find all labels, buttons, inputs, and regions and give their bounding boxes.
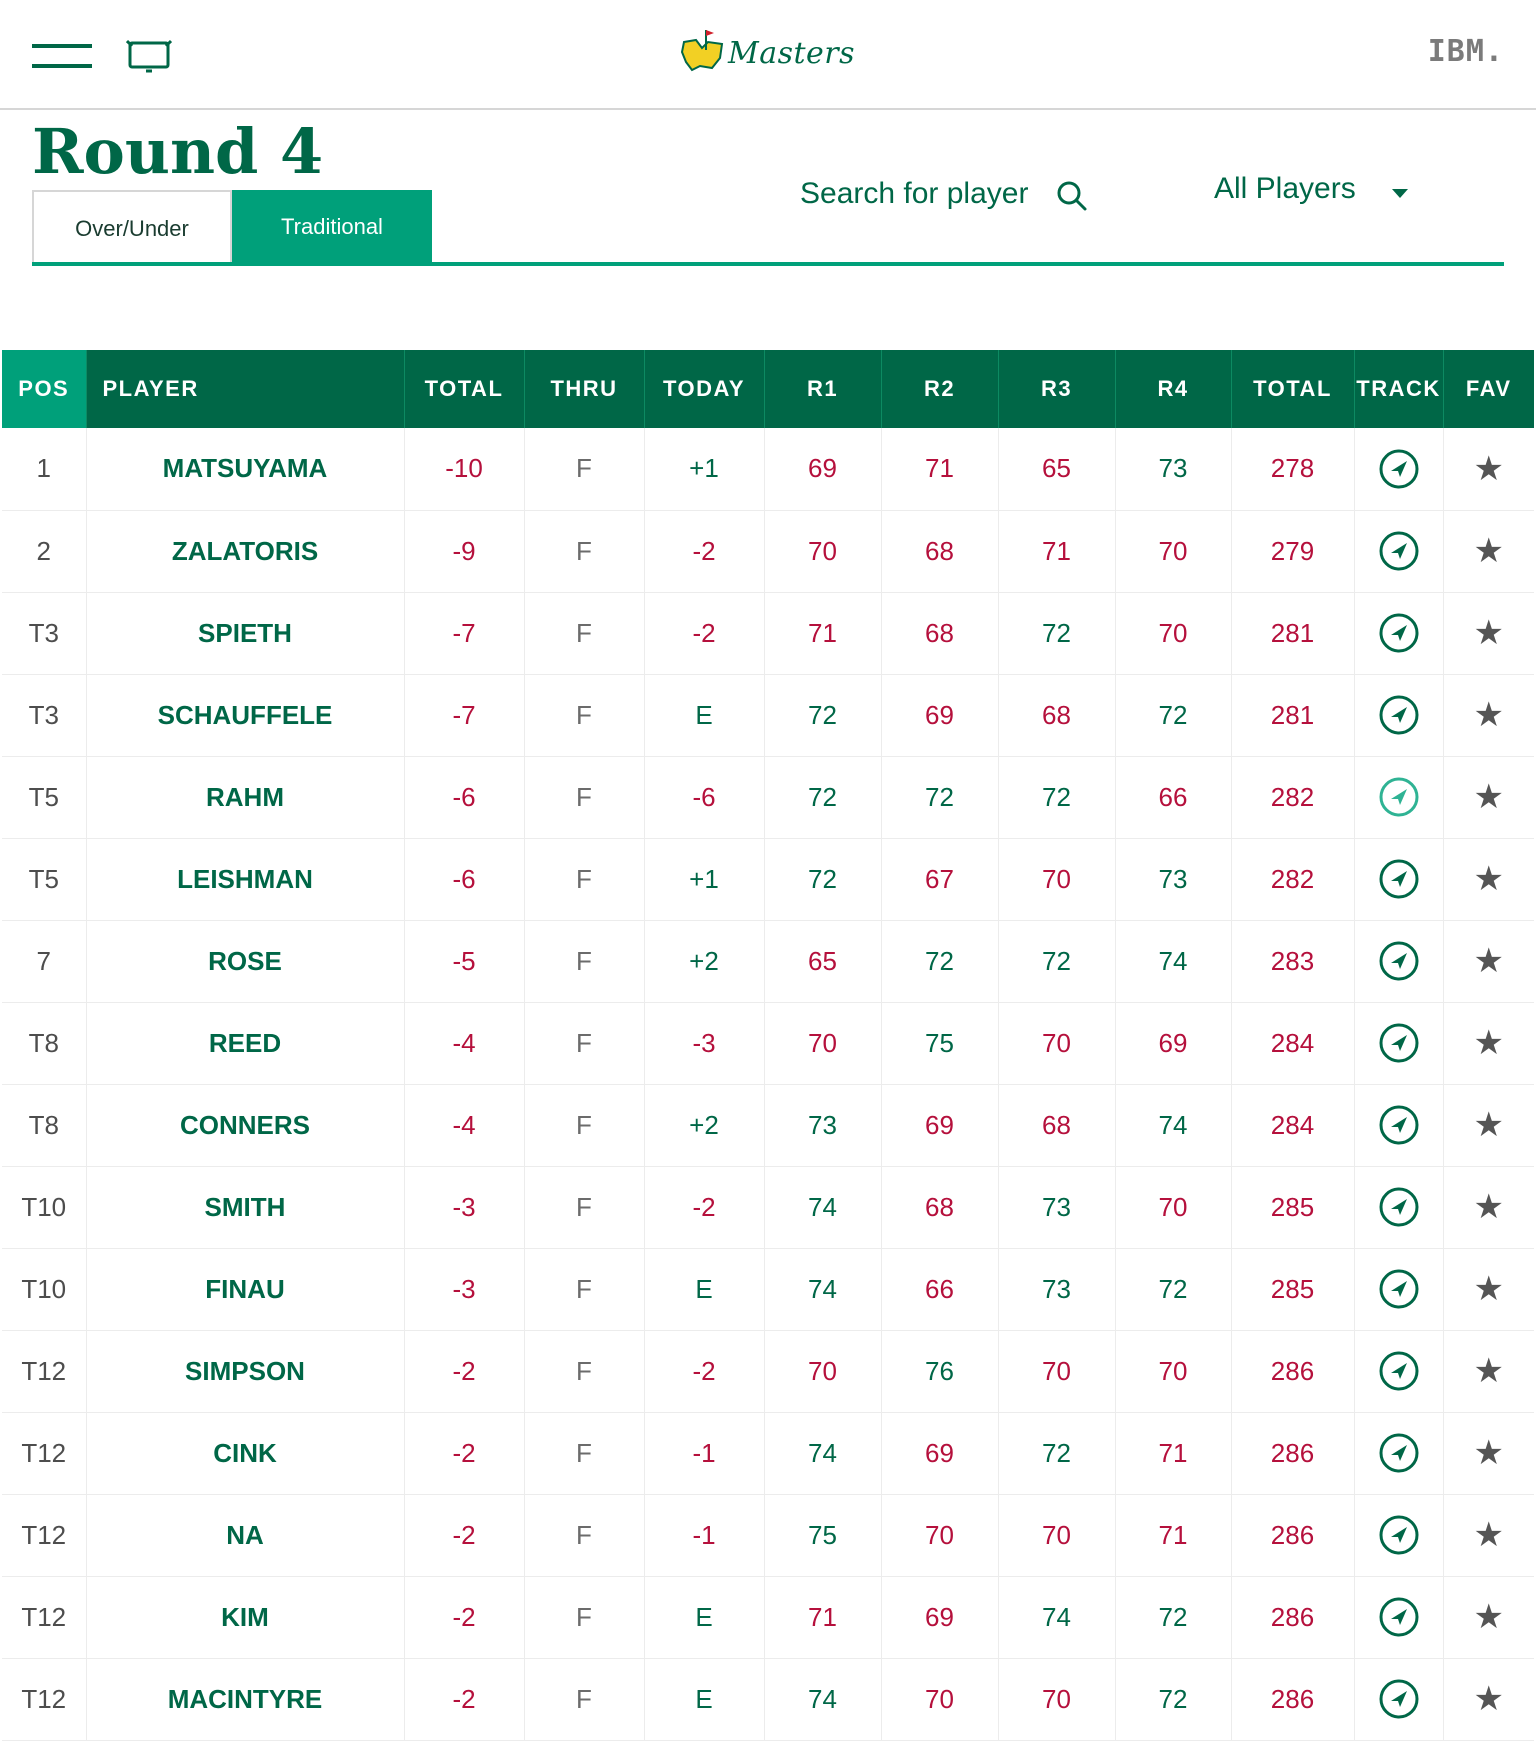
leaderboard-row[interactable] (2, 838, 1534, 920)
track-player-icon[interactable] (1378, 1022, 1420, 1064)
player-name[interactable]: RAHM (86, 756, 404, 838)
search-icon[interactable] (1056, 180, 1088, 212)
total-strokes-cell: 282 (1231, 756, 1354, 838)
total-to-par-cell: -6 (404, 756, 524, 838)
round-1-score: 71 (764, 592, 881, 674)
track-player-icon[interactable] (1378, 1596, 1420, 1638)
total-strokes-cell: 286 (1231, 1576, 1354, 1658)
total-to-par-cell: -2 (404, 1412, 524, 1494)
track-player-icon[interactable] (1378, 612, 1420, 654)
track-cell (1354, 674, 1443, 756)
player-name[interactable]: SPIETH (86, 592, 404, 674)
round-2-score: 71 (881, 428, 998, 510)
position-cell: 7 (2, 920, 86, 1002)
track-cell (1354, 1002, 1443, 1084)
position-cell: T12 (2, 1412, 86, 1494)
favorite-star-icon[interactable]: ★ (1473, 449, 1504, 488)
total-to-par-cell: -6 (404, 838, 524, 920)
total-to-par-cell: -2 (404, 1330, 524, 1412)
round-1-score: 75 (764, 1494, 881, 1576)
thru-cell: F (524, 756, 644, 838)
favorite-cell (1443, 1412, 1534, 1494)
today-score-cell: +1 (644, 428, 764, 510)
round-4-score: 72 (1115, 1658, 1231, 1740)
tab-underline-divider (32, 262, 1504, 266)
total-to-par-cell: -2 (404, 1576, 524, 1658)
player-search (800, 172, 1090, 222)
track-player-icon[interactable] (1378, 1104, 1420, 1146)
track-cell (1354, 1412, 1443, 1494)
round-1-score: 74 (764, 1658, 881, 1740)
track-cell (1354, 1330, 1443, 1412)
thru-cell: F (524, 1576, 644, 1658)
player-name[interactable]: CONNERS (86, 1084, 404, 1166)
today-score-cell: E (644, 1658, 764, 1740)
leaderboard-header-row (2, 350, 1534, 428)
round-3-score: 68 (998, 674, 1115, 756)
favorite-cell (1443, 1084, 1534, 1166)
favorite-star-icon[interactable]: ★ (1473, 614, 1504, 653)
today-score-cell: +2 (644, 1084, 764, 1166)
round-2-score: 68 (881, 1166, 998, 1248)
round-4-score: 70 (1115, 1330, 1231, 1412)
round-3-score: 70 (998, 1330, 1115, 1412)
favorite-star-icon[interactable]: ★ (1473, 1270, 1504, 1309)
track-cell (1354, 428, 1443, 510)
player-name[interactable]: NA (86, 1494, 404, 1576)
tab-over-under[interactable]: Over/Under (32, 190, 232, 264)
round-4-score: 70 (1115, 1166, 1231, 1248)
favorite-star-icon[interactable]: ★ (1473, 696, 1504, 735)
track-player-icon[interactable] (1378, 530, 1420, 572)
player-name[interactable]: REED (86, 1002, 404, 1084)
total-strokes-cell: 285 (1231, 1166, 1354, 1248)
round-3-score: 71 (998, 510, 1115, 592)
track-player-icon[interactable] (1378, 858, 1420, 900)
thru-cell: F (524, 838, 644, 920)
leaderboard-row[interactable] (2, 1248, 1534, 1330)
favorite-star-icon[interactable]: ★ (1473, 1598, 1504, 1637)
round-4-score: 70 (1115, 510, 1231, 592)
round-2-score: 68 (881, 510, 998, 592)
round-3-score: 74 (998, 1576, 1115, 1658)
total-to-par-cell: -4 (404, 1084, 524, 1166)
total-to-par-cell: -2 (404, 1658, 524, 1740)
favorite-cell (1443, 756, 1534, 838)
track-cell (1354, 920, 1443, 1002)
player-name[interactable]: FINAU (86, 1248, 404, 1330)
round-1-score: 71 (764, 1576, 881, 1658)
round-3-score: 70 (998, 1002, 1115, 1084)
round-2-score: 75 (881, 1002, 998, 1084)
round-4-score: 74 (1115, 920, 1231, 1002)
favorite-cell (1443, 1576, 1534, 1658)
track-cell (1354, 838, 1443, 920)
round-3-score: 72 (998, 1412, 1115, 1494)
thru-cell: F (524, 1658, 644, 1740)
favorite-cell (1443, 920, 1534, 1002)
position-cell: T12 (2, 1658, 86, 1740)
leaderboard-row[interactable] (2, 1658, 1534, 1740)
player-name[interactable]: ROSE (86, 920, 404, 1002)
favorite-star-icon[interactable]: ★ (1473, 1680, 1504, 1719)
thru-cell: F (524, 1084, 644, 1166)
column-header-total-to-par[interactable]: TOTAL (404, 350, 524, 428)
total-to-par-cell: -7 (404, 592, 524, 674)
thru-cell: F (524, 510, 644, 592)
favorite-cell (1443, 1248, 1534, 1330)
round-1-score: 70 (764, 1330, 881, 1412)
thru-cell: F (524, 1166, 644, 1248)
total-strokes-cell: 284 (1231, 1084, 1354, 1166)
round-3-score: 73 (998, 1166, 1115, 1248)
round-1-score: 72 (764, 756, 881, 838)
today-score-cell: -3 (644, 1002, 764, 1084)
track-player-icon[interactable] (1378, 1514, 1420, 1556)
column-header-pos[interactable]: POS (2, 350, 86, 428)
favorite-star-icon[interactable]: ★ (1473, 1106, 1504, 1145)
round-3-score: 70 (998, 1658, 1115, 1740)
total-strokes-cell: 286 (1231, 1658, 1354, 1740)
leaderboard-row[interactable] (2, 592, 1534, 674)
round-4-score: 72 (1115, 1248, 1231, 1330)
position-cell: T8 (2, 1002, 86, 1084)
favorite-cell (1443, 592, 1534, 674)
round-4-score: 72 (1115, 1576, 1231, 1658)
logo-wordmark: Masters (728, 36, 856, 71)
round-4-score: 70 (1115, 592, 1231, 674)
total-strokes-cell: 285 (1231, 1248, 1354, 1330)
round-2-score: 68 (881, 592, 998, 674)
position-cell: T8 (2, 1084, 86, 1166)
leaderboard-row[interactable] (2, 428, 1534, 510)
favorite-star-icon[interactable]: ★ (1473, 942, 1504, 981)
thru-cell: F (524, 1412, 644, 1494)
player-name[interactable]: LEISHMAN (86, 838, 404, 920)
favorite-cell (1443, 428, 1534, 510)
track-player-icon[interactable] (1378, 1432, 1420, 1474)
column-header-total-strokes[interactable]: TOTAL (1231, 350, 1354, 428)
round-4-score: 73 (1115, 838, 1231, 920)
round-1-score: 73 (764, 1084, 881, 1166)
today-score-cell: +1 (644, 838, 764, 920)
round-1-score: 70 (764, 1002, 881, 1084)
total-to-par-cell: -4 (404, 1002, 524, 1084)
column-header-player[interactable]: PLAYER (86, 350, 404, 428)
chevron-down-icon (1392, 189, 1408, 198)
round-4-score: 74 (1115, 1084, 1231, 1166)
round-2-score: 69 (881, 1084, 998, 1166)
round-1-score: 70 (764, 510, 881, 592)
track-cell (1354, 1248, 1443, 1330)
favorite-star-icon[interactable]: ★ (1473, 532, 1504, 571)
thru-cell: F (524, 674, 644, 756)
total-strokes-cell: 281 (1231, 674, 1354, 756)
round-1-score: 74 (764, 1248, 881, 1330)
round-4-score: 72 (1115, 674, 1231, 756)
column-header-fav: FAV (1443, 350, 1534, 428)
today-score-cell: E (644, 1576, 764, 1658)
track-player-icon[interactable] (1378, 1186, 1420, 1228)
total-strokes-cell: 282 (1231, 838, 1354, 920)
position-cell: 2 (2, 510, 86, 592)
round-1-score: 72 (764, 674, 881, 756)
favorite-cell (1443, 1658, 1534, 1740)
favorite-star-icon[interactable]: ★ (1473, 1516, 1504, 1555)
thru-cell: F (524, 1330, 644, 1412)
round-2-score: 66 (881, 1248, 998, 1330)
leaderboard-row[interactable] (2, 674, 1534, 756)
track-cell (1354, 1166, 1443, 1248)
player-name[interactable]: MATSUYAMA (86, 428, 404, 510)
track-cell (1354, 1658, 1443, 1740)
position-cell: 1 (2, 428, 86, 510)
player-name[interactable]: SMITH (86, 1166, 404, 1248)
total-to-par-cell: -3 (404, 1166, 524, 1248)
ibm-sponsor-logo: IBM. (1427, 34, 1504, 69)
search-input[interactable] (800, 172, 1040, 216)
round-4-score: 69 (1115, 1002, 1231, 1084)
top-navigation-bar (0, 0, 1536, 110)
leaderboard-row[interactable] (2, 1330, 1534, 1412)
today-score-cell: -2 (644, 1166, 764, 1248)
today-score-cell: E (644, 674, 764, 756)
column-header-r2[interactable]: R2 (881, 350, 998, 428)
round-3-score: 72 (998, 756, 1115, 838)
round-4-score: 66 (1115, 756, 1231, 838)
round-2-score: 76 (881, 1330, 998, 1412)
track-player-icon[interactable] (1378, 940, 1420, 982)
round-2-score: 72 (881, 756, 998, 838)
track-cell (1354, 756, 1443, 838)
thru-cell: F (524, 592, 644, 674)
round-3-score: 70 (998, 838, 1115, 920)
position-cell: T5 (2, 756, 86, 838)
leaderboard-row[interactable] (2, 510, 1534, 592)
round-2-score: 70 (881, 1658, 998, 1740)
leaderboard-row[interactable] (2, 1166, 1534, 1248)
column-header-r3[interactable]: R3 (998, 350, 1115, 428)
leaderboard-row[interactable] (2, 1002, 1534, 1084)
position-cell: T12 (2, 1330, 86, 1412)
track-cell (1354, 510, 1443, 592)
column-header-r1[interactable]: R1 (764, 350, 881, 428)
total-strokes-cell: 278 (1231, 428, 1354, 510)
player-filter-value: All Players (1214, 172, 1356, 205)
round-1-score: 72 (764, 838, 881, 920)
total-strokes-cell: 279 (1231, 510, 1354, 592)
player-name[interactable]: KIM (86, 1576, 404, 1658)
round-3-score: 70 (998, 1494, 1115, 1576)
leaderboard-row[interactable] (2, 1576, 1534, 1658)
total-to-par-cell: -5 (404, 920, 524, 1002)
today-score-cell: -2 (644, 1330, 764, 1412)
round-3-score: 65 (998, 428, 1115, 510)
favorite-cell (1443, 1002, 1534, 1084)
today-score-cell: -1 (644, 1494, 764, 1576)
leaderboard-row[interactable] (2, 1494, 1534, 1576)
round-3-score: 72 (998, 592, 1115, 674)
round-2-score: 70 (881, 1494, 998, 1576)
position-cell: T12 (2, 1494, 86, 1576)
favorite-cell (1443, 1166, 1534, 1248)
today-score-cell: -2 (644, 510, 764, 592)
favorite-star-icon[interactable]: ★ (1473, 1434, 1504, 1473)
track-player-icon[interactable] (1378, 448, 1420, 490)
leaderboard-row[interactable] (2, 756, 1534, 838)
augusta-map-logo-icon (678, 28, 728, 74)
favorite-star-icon[interactable]: ★ (1473, 1352, 1504, 1391)
round-3-score: 68 (998, 1084, 1115, 1166)
tv-icon[interactable] (126, 38, 172, 74)
position-cell: T3 (2, 674, 86, 756)
round-3-score: 73 (998, 1248, 1115, 1330)
track-cell (1354, 1494, 1443, 1576)
round-2-score: 72 (881, 920, 998, 1002)
round-3-score: 72 (998, 920, 1115, 1002)
favorite-cell (1443, 674, 1534, 756)
round-1-score: 65 (764, 920, 881, 1002)
round-4-score: 71 (1115, 1412, 1231, 1494)
round-2-score: 69 (881, 674, 998, 756)
column-header-track: TRACK (1354, 350, 1443, 428)
favorite-star-icon[interactable]: ★ (1473, 778, 1504, 817)
total-to-par-cell: -2 (404, 1494, 524, 1576)
total-strokes-cell: 284 (1231, 1002, 1354, 1084)
track-player-icon[interactable] (1378, 1678, 1420, 1720)
leaderboard-row[interactable] (2, 1084, 1534, 1166)
leaderboard-row[interactable] (2, 920, 1534, 1002)
leaderboard-row[interactable] (2, 1412, 1534, 1494)
position-cell: T10 (2, 1166, 86, 1248)
favorite-cell (1443, 510, 1534, 592)
round-2-score: 67 (881, 838, 998, 920)
track-player-icon[interactable] (1378, 1268, 1420, 1310)
thru-cell: F (524, 920, 644, 1002)
total-strokes-cell: 281 (1231, 592, 1354, 674)
position-cell: T5 (2, 838, 86, 920)
round-4-score: 71 (1115, 1494, 1231, 1576)
total-strokes-cell: 286 (1231, 1494, 1354, 1576)
round-2-score: 69 (881, 1412, 998, 1494)
player-name[interactable]: MACINTYRE (86, 1658, 404, 1740)
track-cell (1354, 592, 1443, 674)
favorite-star-icon[interactable]: ★ (1473, 1188, 1504, 1227)
player-name[interactable]: ZALATORIS (86, 510, 404, 592)
today-score-cell: +2 (644, 920, 764, 1002)
player-name[interactable]: CINK (86, 1412, 404, 1494)
total-to-par-cell: -10 (404, 428, 524, 510)
leaderboard-table (2, 350, 1534, 1741)
favorite-cell (1443, 1494, 1534, 1576)
round-1-score: 69 (764, 428, 881, 510)
round-1-score: 74 (764, 1166, 881, 1248)
round-1-score: 74 (764, 1412, 881, 1494)
tab-traditional[interactable]: Traditional (232, 190, 432, 264)
page-title: Round 4 (32, 115, 324, 188)
column-header-today[interactable]: TODAY (644, 350, 764, 428)
favorite-star-icon[interactable]: ★ (1473, 860, 1504, 899)
hamburger-menu-icon[interactable] (32, 44, 92, 74)
player-filter-dropdown[interactable] (1214, 172, 1414, 218)
position-cell: T12 (2, 1576, 86, 1658)
position-cell: T3 (2, 592, 86, 674)
track-player-icon[interactable] (1378, 1350, 1420, 1392)
today-score-cell: -2 (644, 592, 764, 674)
player-name[interactable]: SCHAUFFELE (86, 674, 404, 756)
thru-cell: F (524, 1248, 644, 1330)
total-strokes-cell: 286 (1231, 1330, 1354, 1412)
favorite-cell (1443, 838, 1534, 920)
round-2-score: 69 (881, 1576, 998, 1658)
favorite-star-icon[interactable]: ★ (1473, 1024, 1504, 1063)
track-player-icon[interactable] (1378, 776, 1420, 818)
total-to-par-cell: -7 (404, 674, 524, 756)
track-player-icon[interactable] (1378, 694, 1420, 736)
total-strokes-cell: 286 (1231, 1412, 1354, 1494)
total-to-par-cell: -3 (404, 1248, 524, 1330)
total-strokes-cell: 283 (1231, 920, 1354, 1002)
favorite-cell (1443, 1330, 1534, 1412)
today-score-cell: -1 (644, 1412, 764, 1494)
track-cell (1354, 1576, 1443, 1658)
position-cell: T10 (2, 1248, 86, 1330)
round-4-score: 73 (1115, 428, 1231, 510)
total-to-par-cell: -9 (404, 510, 524, 592)
thru-cell: F (524, 428, 644, 510)
column-header-thru[interactable]: THRU (524, 350, 644, 428)
column-header-r4[interactable]: R4 (1115, 350, 1231, 428)
thru-cell: F (524, 1002, 644, 1084)
track-cell (1354, 1084, 1443, 1166)
today-score-cell: E (644, 1248, 764, 1330)
thru-cell: F (524, 1494, 644, 1576)
player-name[interactable]: SIMPSON (86, 1330, 404, 1412)
masters-logo[interactable] (678, 26, 858, 78)
today-score-cell: -6 (644, 756, 764, 838)
